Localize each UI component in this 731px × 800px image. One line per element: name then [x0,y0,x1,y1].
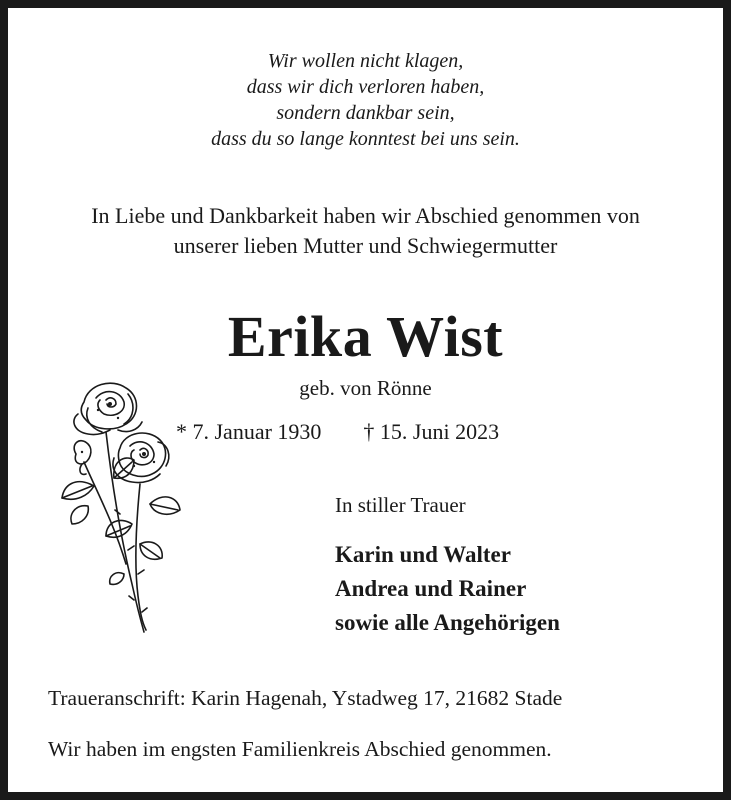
intro-line-1: In Liebe und Dankbarkeit haben wir Abschied genommen von [91,203,640,228]
intro-text [8,201,723,261]
poem [8,48,723,152]
roses-illustration-icon [54,374,186,636]
birth-date: * 7. Januar 1930 [176,419,322,444]
birth-name: geb. von Rönne [299,376,432,400]
death-date: † 15. Juni 2023 [363,419,500,444]
intro-line-2: unserer lieben Mutter und Schwiegermutter [173,233,558,258]
poem-line: dass du so lange konntest bei uns sein. [211,128,520,150]
life-dates [176,418,499,446]
farewell-note: Wir haben im engsten Familienkreis Abschied genommen. [48,737,552,761]
mourning-heading: In stiller Trauer [335,493,466,517]
mourner-name: sowie alle Angehörigen [335,610,560,635]
mourners-list [335,538,560,640]
poem-line: sondern dankbar sein, [276,102,455,124]
poem-line: Wir wollen nicht klagen, [267,50,464,72]
mourner-name: Andrea und Rainer [335,576,527,601]
mourner-name: Karin und Walter [335,542,511,567]
mourning-address: Traueranschrift: Karin Hagenah, Ystadweg 17, 21682 Stade [48,686,563,710]
poem-line: dass wir dich verloren haben, [246,76,485,98]
deceased-name: Erika Wist [227,304,504,369]
